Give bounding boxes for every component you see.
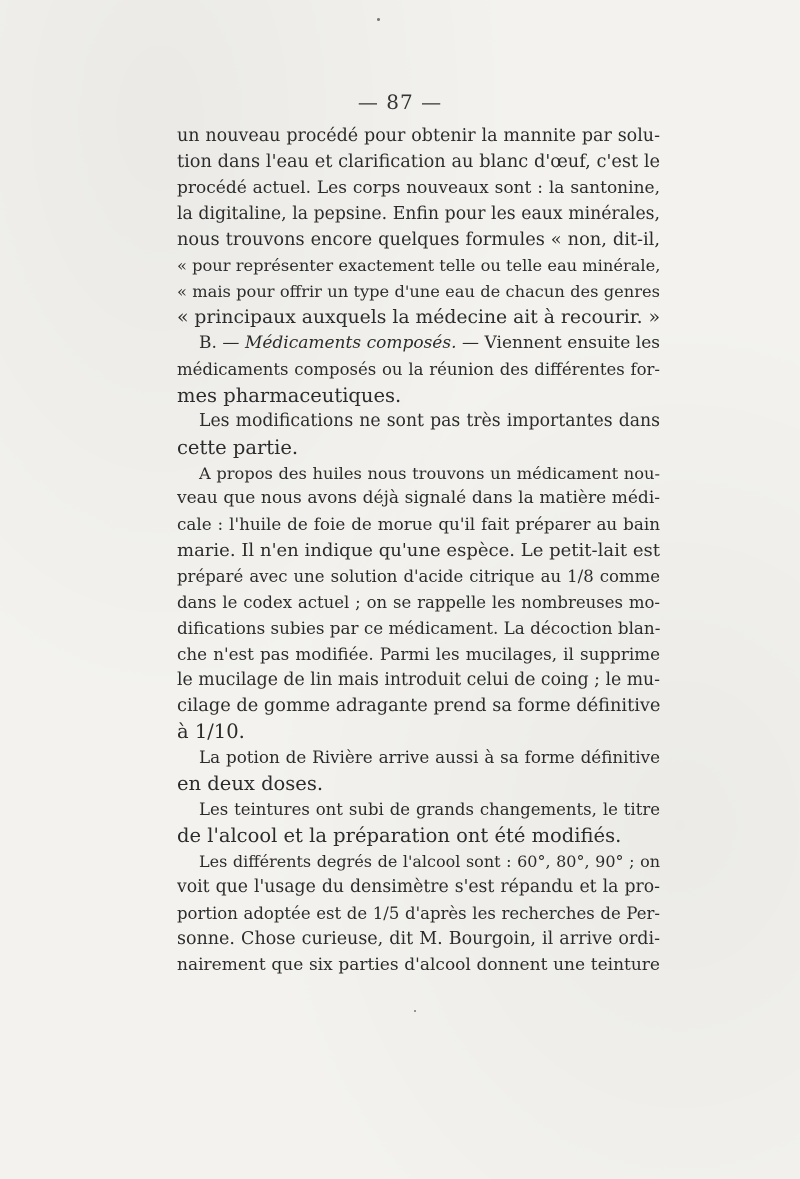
text-line: che n'est pas modifiée. Parmi les mucilages, il supprime — [177, 643, 660, 664]
text-line: le mucilage de lin mais introduit celui de coing ; le mu- — [177, 669, 660, 690]
text-line: nairement que six parties d'alcool donnent une teinture — [177, 954, 660, 975]
text-line: Les différents degrés de l'alcool sont : 60°, 80°, 90° ; on — [199, 851, 660, 871]
text-line: B. — Médicaments composés. — Viennent ensuite les — [199, 333, 660, 354]
text-line: préparé avec une solution d'acide citrique au 1/8 comme — [177, 567, 660, 587]
text-line: cette partie. — [177, 435, 299, 459]
text-line: « principaux auxquels la médecine ait à recourir. » — [177, 307, 660, 329]
text-line: mes pharmaceutiques. — [177, 383, 402, 407]
text-line: la digitaline, la pepsine. Enfin pour les eaux minérales, — [177, 203, 660, 224]
text-line: procédé actuel. Les corps nouveaux sont : la santonine, — [177, 177, 660, 198]
text-line: difications subies par ce médicament. La décoction blan- — [177, 617, 660, 638]
text-line: un nouveau procédé pour obtenir la mannite par solu- — [177, 126, 660, 146]
page-body-text — [177, 124, 660, 978]
text-line: cale : l'huile de foie de morue qu'il fait préparer au bain — [177, 514, 660, 535]
text-line: Les modifications ne sont pas très importantes dans — [199, 410, 660, 431]
text-line: Les teintures ont subi de grands changements, le titre — [199, 800, 660, 820]
text-line: « pour représenter exactement telle ou telle eau minérale, — [177, 256, 660, 276]
text-line: en deux doses. — [177, 772, 324, 796]
text-line: voit que l'usage du densimètre s'est répandu et la pro- — [177, 876, 660, 897]
text-line: veau que nous avons déjà signalé dans la matière médi- — [177, 488, 660, 509]
text-line: « mais pour offrir un type d'une eau de chacun des genres — [177, 282, 660, 302]
text-line: à 1/10. — [177, 720, 245, 744]
text-line: dans le codex actuel ; on se rappelle les nombreuses mo- — [177, 593, 660, 613]
paper-speck — [414, 1010, 416, 1012]
text-line: cilage de gomme adragante prend sa forme définitive — [177, 695, 660, 716]
text-line: sonne. Chose curieuse, dit M. Bourgoin, il arrive ordi- — [177, 928, 660, 949]
text-line: nous trouvons encore quelques formules « non, dit-il, — [177, 229, 660, 250]
text-line: portion adoptée est de 1/5 d'après les recherches de Per- — [177, 903, 660, 923]
text-line: A propos des huiles nous trouvons un médicament nou- — [199, 463, 660, 483]
page-number: — 87 — — [357, 90, 443, 114]
text-line: marie. Il n'en indique qu'une espèce. Le petit-lait est — [177, 540, 660, 562]
text-line: de l'alcool et la préparation ont été modifiés. — [177, 824, 622, 848]
text-line: La potion de Rivière arrive aussi à sa forme définitive — [199, 747, 660, 768]
paper-speck — [377, 18, 380, 21]
text-line: tion dans l'eau et clarification au blanc d'œuf, c'est le — [177, 151, 660, 172]
text-line: médicaments composés ou la réunion des différentes for- — [177, 360, 660, 380]
